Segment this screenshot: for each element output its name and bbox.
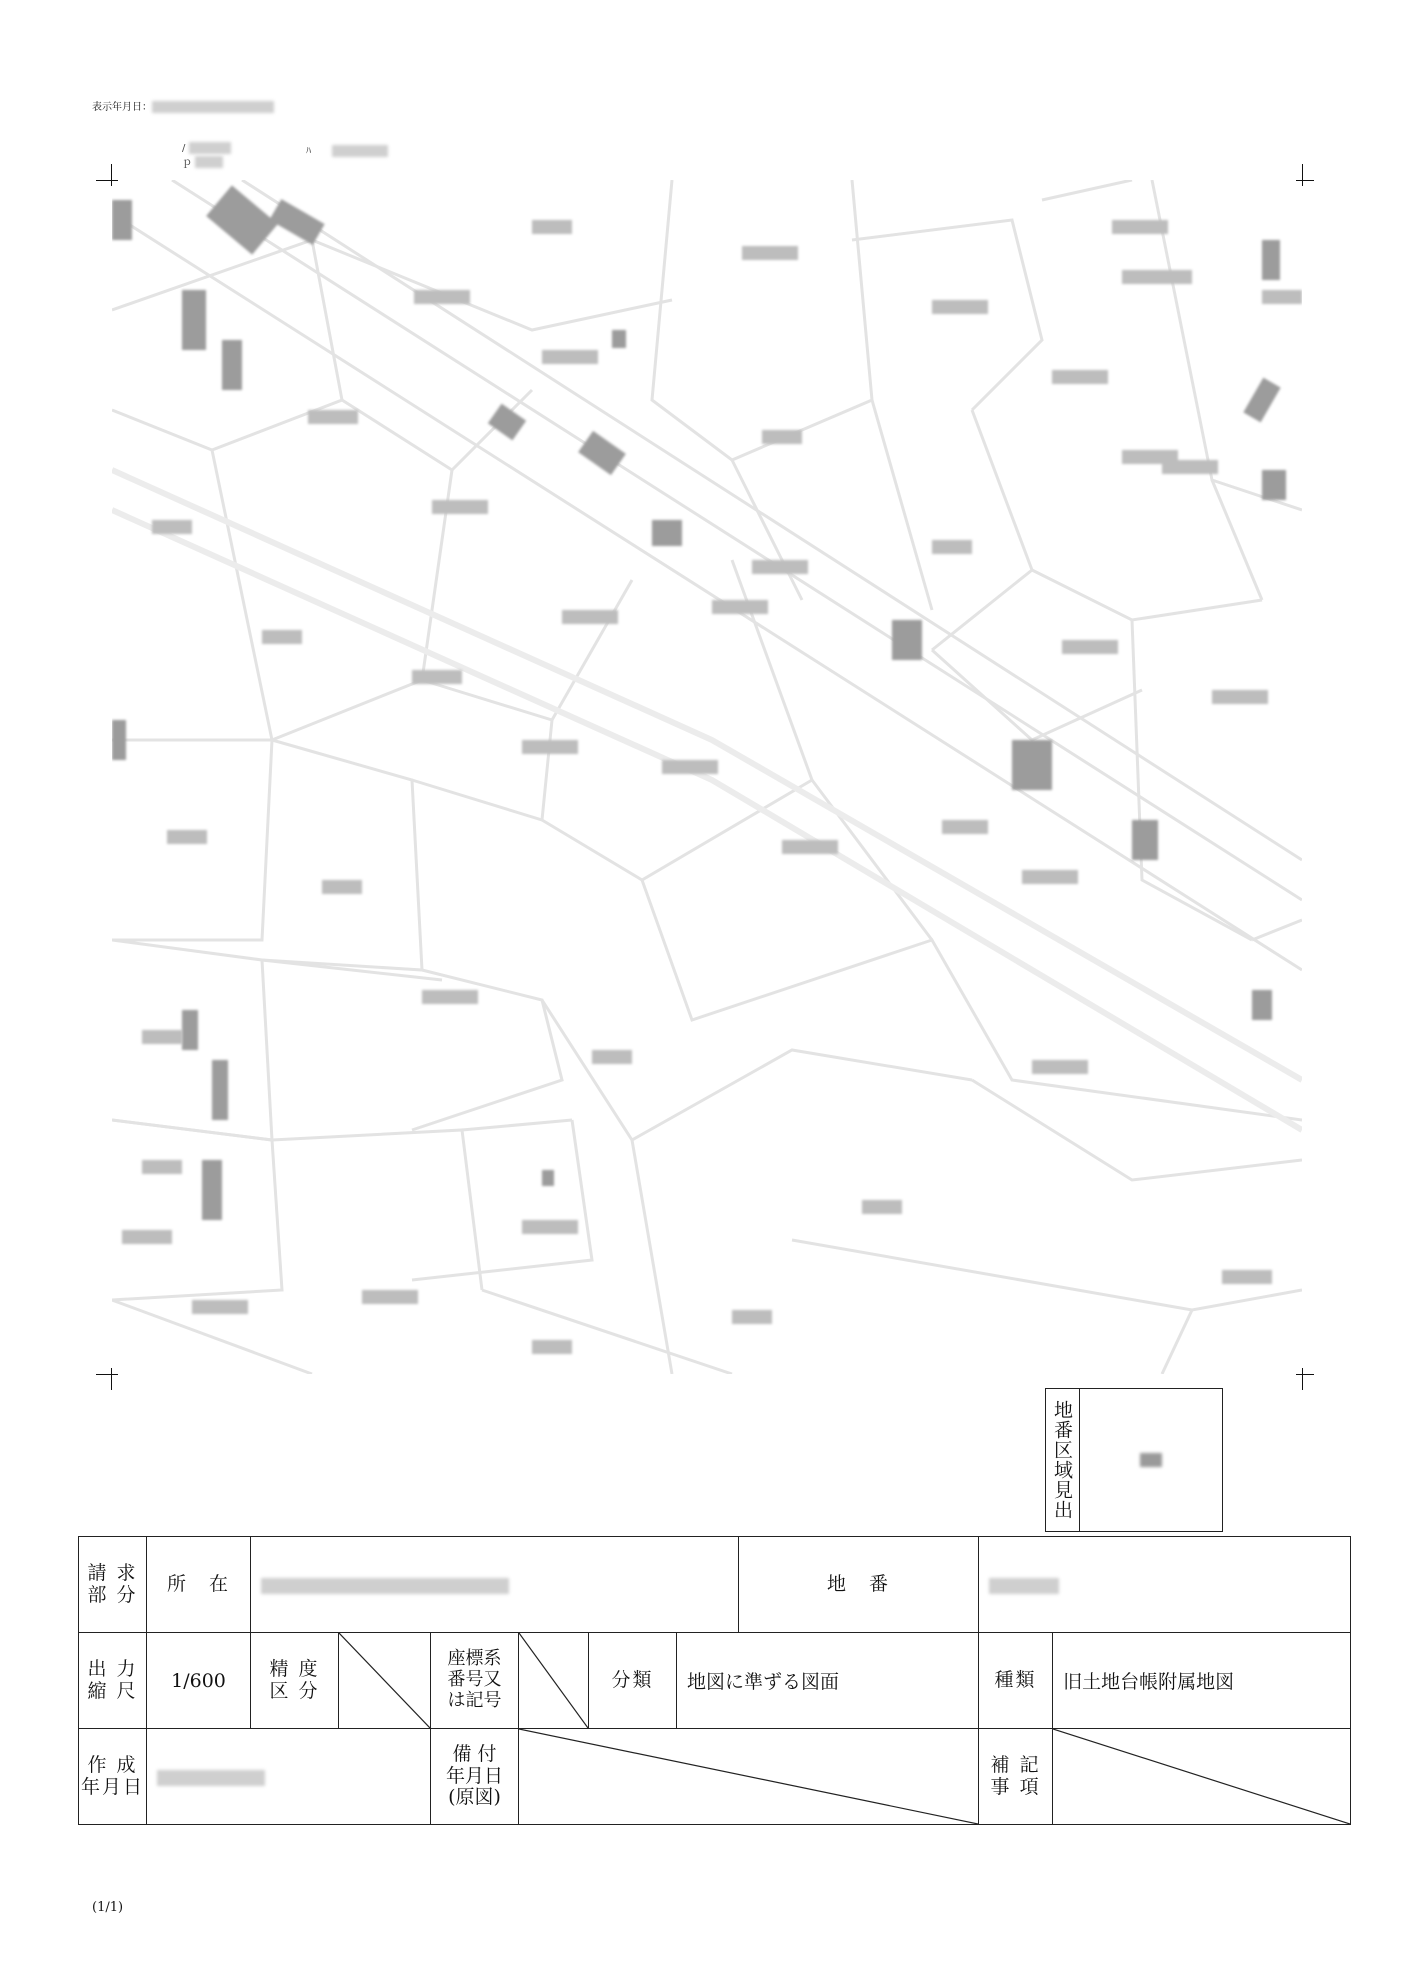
category-label: 分類: [589, 1633, 677, 1729]
map-header-left: [182, 142, 231, 170]
map-header-mark-a: /: [182, 142, 231, 156]
coordinate-system-value-empty: [519, 1633, 589, 1729]
corner-mark-br-h: [1296, 1374, 1314, 1375]
display-date-label: 表示年月日：: [92, 102, 152, 113]
notes-value-empty: [1053, 1729, 1351, 1825]
type-value: 旧土地台帳附属地図: [1053, 1633, 1351, 1729]
corner-mark-tr-v: [1302, 164, 1303, 186]
display-date-value-redacted: [152, 101, 274, 113]
created-date-label: 作 成 年月日: [79, 1729, 147, 1825]
notes-label: 補 記 事 項: [979, 1729, 1053, 1825]
type-label: 種類: [979, 1633, 1053, 1729]
map-header-mark-b: ｐ: [182, 156, 231, 170]
location-value: [251, 1537, 739, 1633]
request-section-label: 請 求 部 分: [79, 1537, 147, 1633]
page-indicator: (1/1): [92, 1900, 124, 1915]
scale-value: 1/600: [147, 1633, 251, 1729]
parcel-labels-dark-redacted: [112, 185, 1286, 1220]
backdate-label: 備 付 年月日 (原図): [431, 1729, 519, 1825]
lot-number-label: 地 番: [739, 1537, 979, 1633]
map-metadata-table: [78, 1536, 1351, 1825]
display-date-line: [92, 98, 274, 113]
backdate-value-empty: [519, 1729, 979, 1825]
cadastral-map: [112, 180, 1302, 1374]
lot-number-value: [979, 1537, 1351, 1633]
scale-label: 出 力 縮 尺: [79, 1633, 147, 1729]
location-label: 所 在: [147, 1537, 251, 1633]
lot-area-index-value: [1080, 1389, 1222, 1531]
corner-mark-bl-h: [96, 1374, 118, 1375]
road-edges: [112, 470, 1302, 1130]
corner-mark-br-v: [1302, 1368, 1303, 1390]
map-header-right: ﾊ: [306, 142, 388, 157]
coordinate-system-label: 座標系 番号又 は記号: [431, 1633, 519, 1729]
category-value: 地図に準ずる図面: [677, 1633, 979, 1729]
precision-value-empty: [339, 1633, 431, 1729]
created-date-value: [147, 1729, 431, 1825]
precision-label: 精 度 区 分: [251, 1633, 339, 1729]
lot-area-index-box: [1045, 1388, 1223, 1532]
lot-area-index-label: 地番区域見出: [1046, 1389, 1080, 1531]
